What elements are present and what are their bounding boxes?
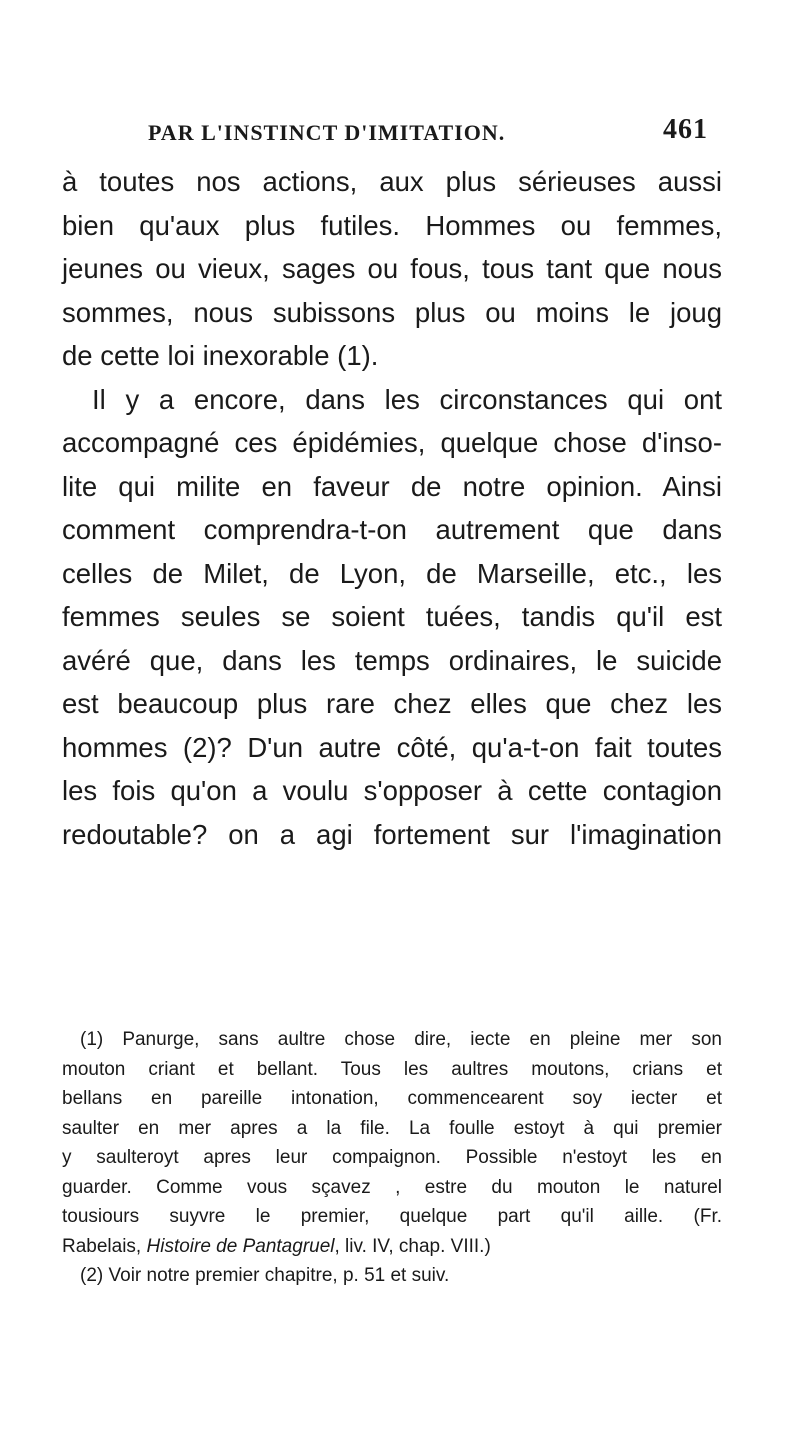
text-line: sommes, nous subissons plus ou moins le joug [62,296,722,328]
footnote-line [62,1232,722,1262]
text-line: les fois qu'on a voulu s'opposer à cette contagion [62,775,722,806]
footnote-line: saulter en mer apres a la file. La foulle estoyt à qui premier [62,1117,722,1139]
text-line: Il y a encore, dans les circonstances qui ont [92,383,722,415]
running-head-title: PAR L'INSTINCT D'IMITATION. [148,120,506,145]
text-line: celles de Milet, de Lyon, de Marseille, etc., les [62,557,722,589]
text-line: est beaucoup plus rare chez elles que chez les [62,688,722,719]
text-line: accompagné ces épidémies, quelque chose d'inso- [62,427,722,458]
text-line: bien qu'aux plus futiles. Hommes ou femmes, [62,209,722,241]
footnote-line: y saulteroyt apres leur compaignon. Possible n'estoyt les en [62,1147,722,1168]
footnote-line: (1) Panurge, sans aultre chose dire, iecte en pleine mer son [80,1029,722,1050]
text-line: redoutable? on a agi fortement sur l'imagination [62,818,722,850]
text-line: hommes (2)? D'un autre côté, qu'a-t-on fait toutes [62,731,722,763]
footnote-line: guarder. Comme vous sçavez , estre du mouton le naturel [62,1176,722,1198]
text-line: à toutes nos actions, aux plus sérieuses aussi [62,166,722,197]
footnotes [62,1025,722,1291]
text-line: femmes seules se soient tuées, tandis qu'il est [62,601,722,632]
page-number: 461 [663,114,708,145]
footnote-author: Rabelais, [62,1235,147,1257]
footnote-work-title: Histoire de Pantagruel [146,1235,335,1257]
footnote-citation: , liv. IV, chap. VIII.) [334,1235,491,1257]
text-line: de cette loi inexorable (1). [62,340,379,371]
text-line: jeunes ou vieux, sages ou fous, tous tant que nous [62,253,722,284]
footnote-line: tousiours suyvre le premier, quelque part qu'il aille. (Fr. [62,1206,722,1227]
footnote-line: mouton criant et bellant. Tous les aultres moutons, crians et [62,1058,722,1080]
text-line: lite qui milite en faveur de notre opinion. Ainsi [62,470,722,502]
text-line: comment comprendra-t-on autrement que dans [62,514,722,545]
text-line: avéré que, dans les temps ordinaires, le suicide [62,644,722,676]
footnote-line: (2) Voir notre premier chapitre, p. 51 et suiv. [80,1265,450,1286]
body-text [62,160,722,856]
running-head [148,114,708,150]
footnote-line: bellans en pareille intonation, commencearent soy iecter et [62,1088,722,1109]
